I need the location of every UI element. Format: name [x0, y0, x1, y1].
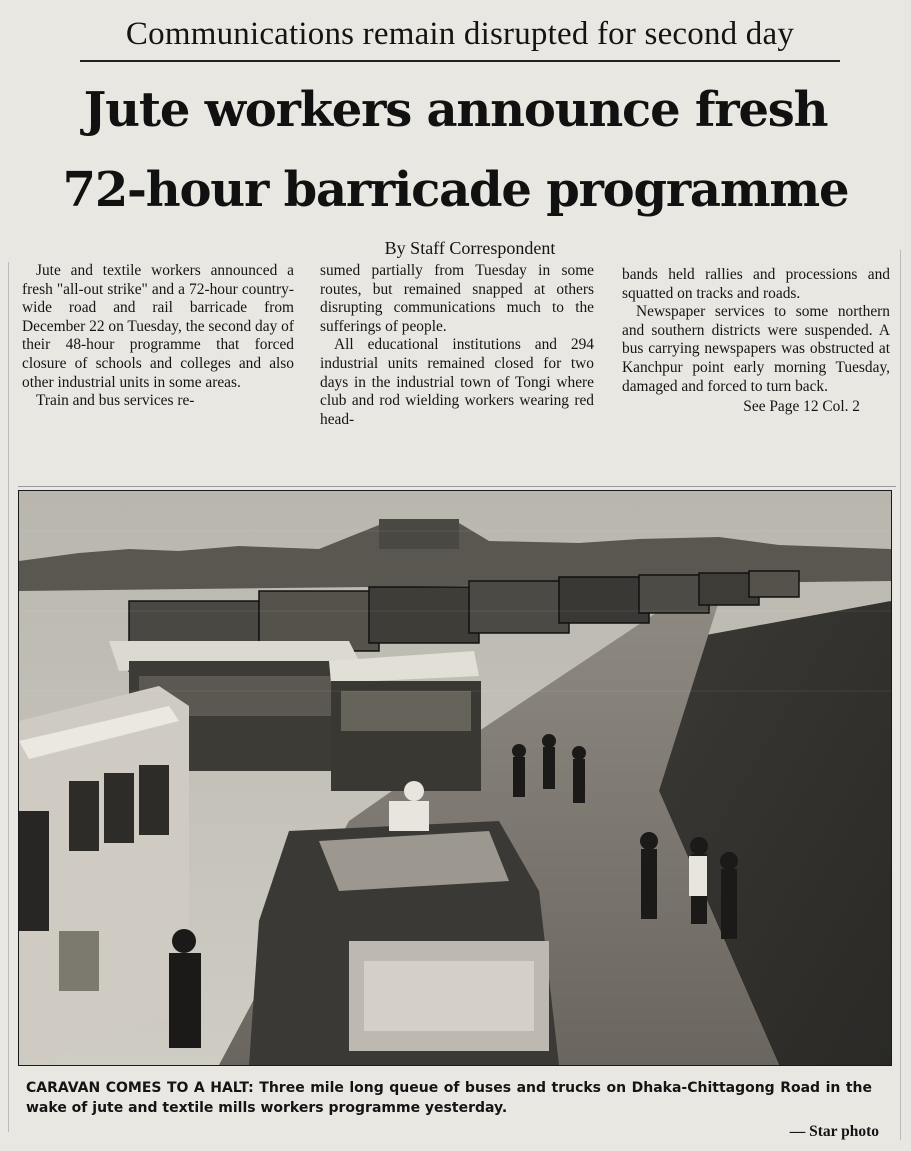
- continuation-line: See Page 12 Col. 2: [743, 398, 860, 416]
- headline-line-2: 72-hour barricade programme: [62, 162, 849, 218]
- photo-caption: CARAVAN COMES TO A HALT: Three mile long queue of buses and trucks on Dhaka-Chittagong Road in the wake of jute and textile mills workers programme yesterday.: [26, 1080, 872, 1116]
- byline: By Staff Correspondent: [384, 238, 556, 258]
- article-column-2: [320, 262, 594, 472]
- kicker-headline: Communications remain disrupted for second day: [125, 16, 795, 52]
- column-3-paragraph-2: Newspaper services to some northern and southern districts were suspended. A bus carrying newspapers was obstructed at Kanchpur point early morning Tuesday, damaged and forced to turn back.: [622, 303, 890, 395]
- article-column-1: [22, 262, 294, 472]
- headline-line-1: Jute workers announce fresh: [83, 82, 828, 138]
- news-photo: [18, 490, 892, 1066]
- column-border-right: [900, 250, 901, 1140]
- column-1-paragraph: Jute and textile workers announced a fresh "all-out strike" and a 72-hour country-wide road and rail barricade from December 22 on Tuesday, the second day of their 48-hour programme that forced closure of schools and colleges and also other industrial units in some areas.: [22, 262, 294, 391]
- column-1-paragraph-2: Train and bus services re-: [36, 392, 195, 410]
- section-rule: [18, 486, 896, 487]
- column-border-left: [8, 262, 9, 1132]
- column-2-paragraph-1: sumed partially from Tuesday in some routes, but remained snapped at others disrupting communications much to the sufferings of people.: [320, 262, 594, 335]
- column-2-paragraph-2: All educational institutions and 294 industrial units remained closed for two days in the industrial town of Tongi where club and rod wielding workers wearing red head-: [320, 336, 594, 428]
- article-column-3: [622, 266, 890, 417]
- column-3-paragraph-1: bands held rallies and processions and squatted on tracks and roads.: [622, 266, 890, 302]
- photo-credit: — Star photo: [789, 1123, 879, 1140]
- photo-illustration: [19, 491, 891, 1065]
- kicker-rule: [80, 60, 840, 62]
